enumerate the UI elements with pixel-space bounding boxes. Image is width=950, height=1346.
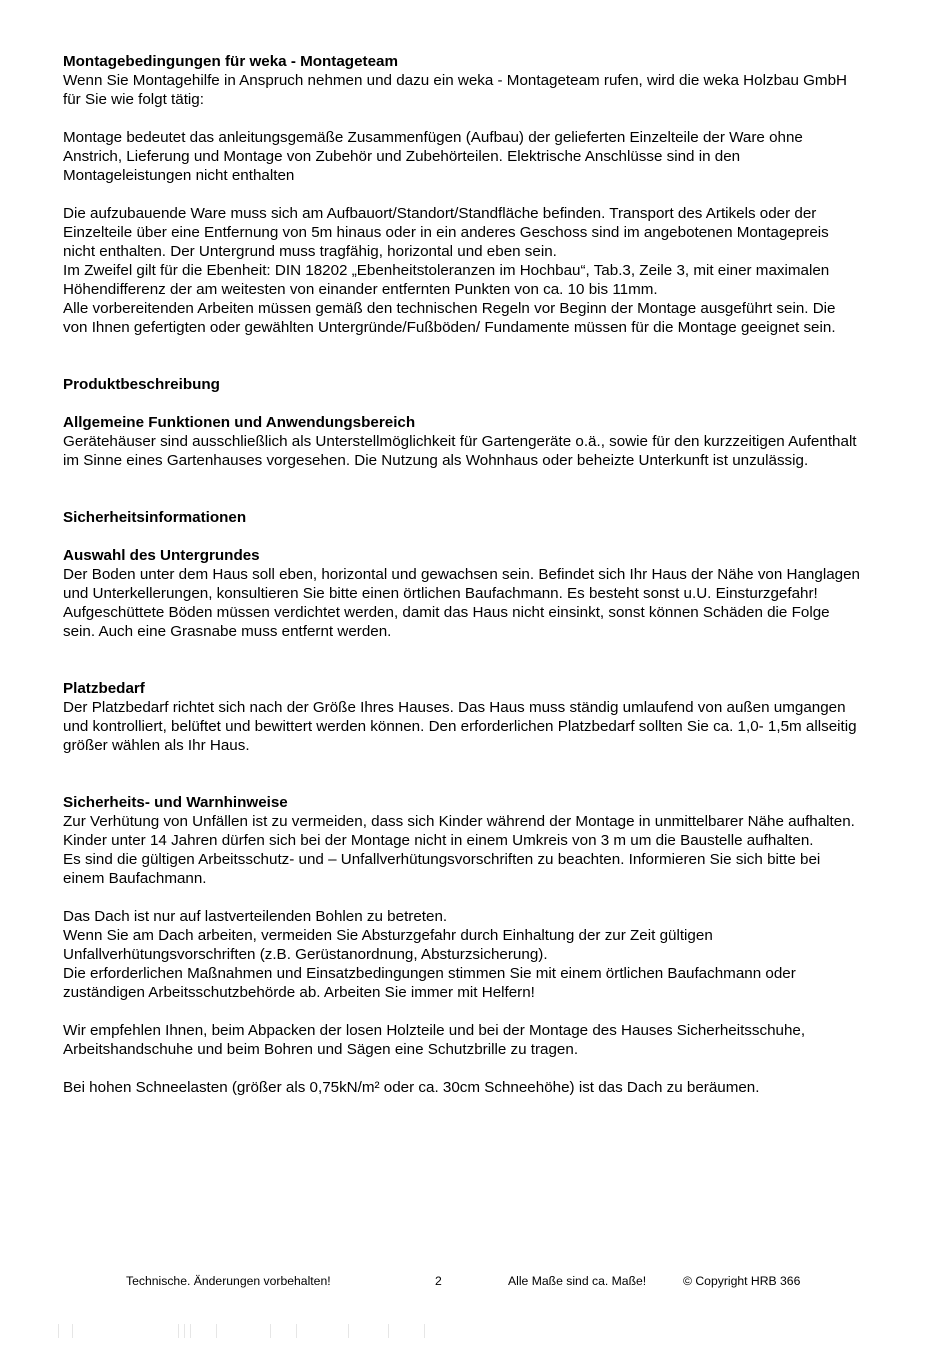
paragraph: Die erforderlichen Maßnahmen und Einsatzbedingungen stimmen Sie mit einem örtlichen Baufachmann oder zuständigen Arbeitsschutzbehörde ab. Arbeiten Sie immer mit Helfern! [63,965,796,1001]
footer-copyright: © Copyright HRB 366 [683,1274,801,1288]
paragraph: Bei hohen Schneelasten (größer als 0,75kN/m² oder ca. 30cm Schneehöhe) ist das Dach zu beräumen. [63,1079,760,1096]
section-heading: Auswahl des Untergrundes [63,547,260,564]
scan-mark [178,1324,179,1338]
paragraph: Wenn Sie Montagehilfe in Anspruch nehmen und dazu ein weka - Montageteam rufen, wird die weka Holzbau GmbH für Sie wie folgt tätig: [63,72,848,108]
scan-mark [348,1324,349,1338]
scan-mark [184,1324,185,1338]
paragraph: Zur Verhütung von Unfällen ist zu vermeiden, dass sich Kinder während der Montage in unmittelbarer Nähe aufhalten. [63,813,855,830]
section-platzbedarf [63,679,863,755]
paragraph: Es sind die gültigen Arbeitsschutz- und – Unfallverhütungsvorschriften zu beachten. Informieren Sie sich bitte bei einem Baufachmann. [63,851,821,887]
paragraph: Aufgeschüttete Böden müssen verdichtet werden, damit das Haus nicht einsinkt, sonst können Schäden die Folge sein. Auch eine Grasnabe muss entfernt werden. [63,604,830,640]
scan-mark [216,1324,217,1338]
scan-mark [388,1324,389,1338]
paragraph: Im Zweifel gilt für die Ebenheit: DIN 18202 „Ebenheitstoleranzen im Hochbau“, Tab.3, Zeile 3, mit einer maximalen Höhendifferenz der am weitesten von einander entfernten Punkten von ca. 10 bis 11mm. [63,262,830,298]
scan-mark [72,1324,73,1338]
section-heading: Platzbedarf [63,680,145,697]
section-montagebedingungen [63,52,863,337]
paragraph: Wir empfehlen Ihnen, beim Abpacken der losen Holzteile und bei der Montage des Hauses Sicherheitsschuhe, Arbeitshandschuhe und beim Bohren und Sägen eine Schutzbrille zu tragen. [63,1022,806,1058]
paragraph: Alle vorbereitenden Arbeiten müssen gemäß den technischen Regeln vor Beginn der Montage ausgeführt sein. Die von Ihnen gefertigten oder gewählten Untergründe/Fußböden/ Fundamente müssen für die Montage geeignet sein. [63,300,836,336]
scan-mark [58,1324,59,1338]
scan-mark [190,1324,191,1338]
paragraph: Der Platzbedarf richtet sich nach der Größe Ihres Hauses. Das Haus muss ständig umlaufend von außen umgangen und kontrolliert, belüftet und bewittert werden können. Den erforderlichen Platzbedarf sollten Sie ca. 1,0- 1,5m allseitig größer wählen als Ihr Haus. [63,699,857,754]
section-heading: Sicherheitsinformationen [63,509,247,526]
section-heading: Montagebedingungen für weka - Montageteam [63,53,398,70]
paragraph: Der Boden unter dem Haus soll eben, horizontal und gewachsen sein. Befindet sich Ihr Haus der Nähe von Hanglagen und Unterkellerungen, konsultieren Sie bitte einen örtlichen Baufachmann. Es besteht sonst u.U. Einsturzgefahr! [63,566,860,602]
section-heading: Produktbeschreibung [63,376,220,393]
document-body [63,52,863,1097]
section-allgemeine-funktionen [63,413,863,470]
scan-artifacts [0,1322,950,1342]
section-heading: Sicherheits- und Warnhinweise [63,794,288,811]
paragraph: Montage bedeutet das anleitungsgemäße Zusammenfügen (Aufbau) der gelieferten Einzelteile der Ware ohne Anstrich, Lieferung und Montage von Zubehör und Zubehörteilen. Elektrische Anschlüsse sind in den Montageleistungen nicht enthalten [63,129,803,184]
section-heading: Allgemeine Funktionen und Anwendungsbereich [63,414,416,431]
paragraph: Die aufzubauende Ware muss sich am Aufbauort/Standort/Standfläche befinden. Transport des Artikels oder der Einzelteile über eine Entfernung von 5m hinaus oder in ein anderes Geschoss sind im angebotenen Montagepreis nicht enthalten. Der Untergrund muss tragfähig, horizontal und eben sein. [63,205,829,260]
section-sicherheitsinformationen [63,508,863,527]
paragraph: Gerätehäuser sind ausschließlich als Unterstellmöglichkeit für Gartengeräte o.ä., sowie für den kurzzeitigen Aufenthalt im Sinne eines Gartenhauses vorgesehen. Die Nutzung als Wohnhaus oder beheizte Unterkunft ist unzulässig. [63,433,857,469]
scan-mark [424,1324,425,1338]
paragraph: Kinder unter 14 Jahren dürfen sich bei der Montage nicht in einem Umkreis von 3 m um die Baustelle aufhalten. [63,832,814,849]
footer-disclaimer: Technische. Änderungen vorbehalten! [126,1274,331,1288]
footer-dimension-note: Alle Maße sind ca. Maße! [508,1274,647,1288]
scan-mark [270,1324,271,1338]
paragraph: Wenn Sie am Dach arbeiten, vermeiden Sie Absturzgefahr durch Einhaltung der zur Zeit gültigen Unfallverhütungsvorschriften (z.B. Gerüstanordnung, Absturzsicherung). [63,927,713,963]
section-sicherheitshinweise [63,793,863,1097]
section-auswahl-untergrund [63,546,863,641]
section-produktbeschreibung [63,375,863,394]
paragraph: Das Dach ist nur auf lastverteilenden Bohlen zu betreten. [63,908,448,925]
footer-page-number: 2 [435,1274,442,1288]
scan-mark [296,1324,297,1338]
